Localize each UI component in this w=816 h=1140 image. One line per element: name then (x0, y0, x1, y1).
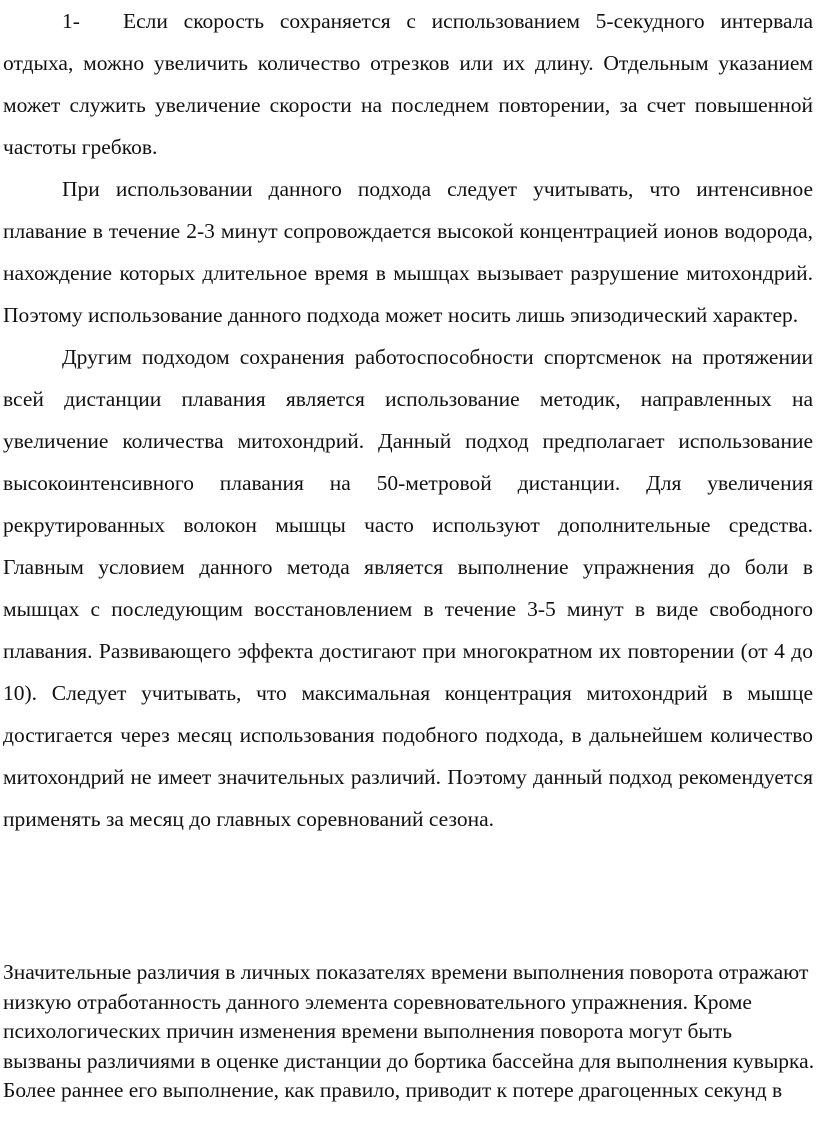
main-text-block (3, 0, 813, 840)
paragraph-1-text: Если скорость сохраняется с использованием 5-секудного интервала отдыха, можно увеличить количество отрезков или их длину. Отдельным указанием может служить увеличение скорости на последнем повторении, за счет повышенной частоты гребков. (3, 9, 813, 159)
paragraph-1 (3, 0, 813, 168)
list-number: 1- (62, 9, 80, 33)
paragraph-3: Другим подходом сохранения работоспособности спортсменок на протяжении всей дистанции плавания является использование методик, направленных на увеличение количества митохондрий. Данный подход предполагает использование высокоинтенсивного плавания на 50-метровой дистанции. Для увеличения рекрутированных волокон мышцы часто используют дополнительные средства. Главным условием данного метода является выполнение упражнения до боли в мышцах с последующим восстановлением в течение 3-5 минут в виде свободного плавания. Развивающего эффекта достигают при многократном их повторении (от 4 до 10). Следует учитывать, что максимальная концентрация митохондрий в мышце достигается через месяц использования подобного подхода, в дальнейшем количество митохондрий не имеет значительных различий. Поэтому данный подход рекомендуется применять за месяц до главных соревнований сезона. (3, 345, 813, 831)
paragraph-4: Значительные различия в личных показателях времени выполнения поворота отражают низкую отработанность данного элемента соревновательного упражнения. Кроме психологических причин изменения времени выполнения поворота могут быть вызваны различиями в оценке дистанции до бортика бассейна для выполнения кувырка. Более раннее его выполнение, как правило, приводит к потере драгоценных секунд в (3, 960, 815, 1102)
tail-text-block (3, 958, 815, 1106)
paragraph-2: При использовании данного подхода следует учитывать, что интенсивное плавание в течение 2-3 минут сопровождается высокой концентрацией ионов водорода, нахождение которых длительное время в мышцах вызывает разрушение митохондрий. Поэтому использование данного подхода может носить лишь эпизодический характер. (3, 177, 813, 327)
